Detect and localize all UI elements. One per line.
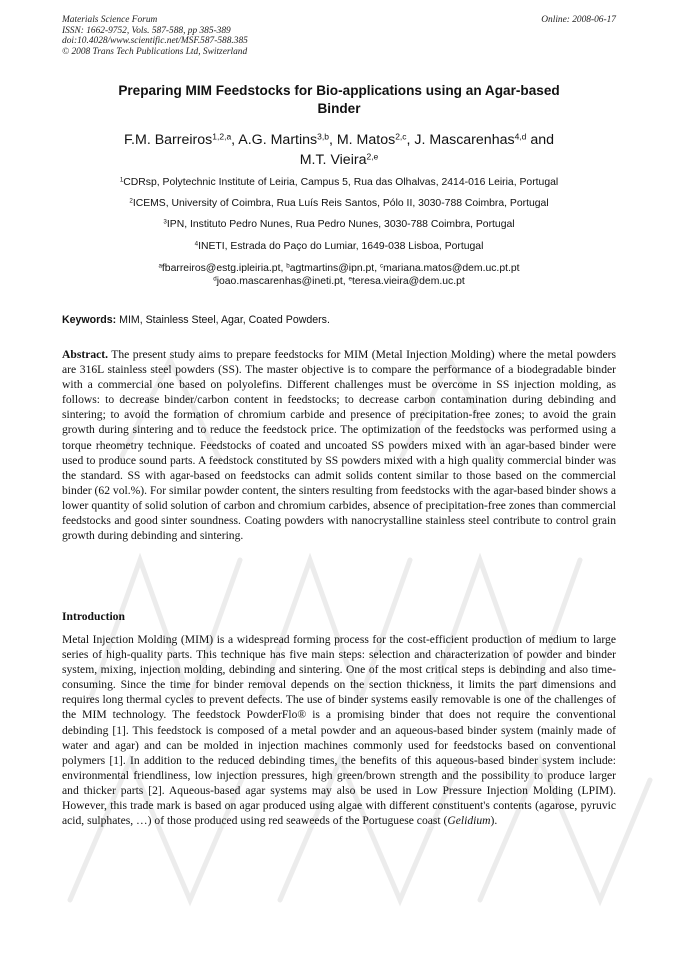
author: J. Mascarenhas$^{4,d}$ and [414,131,555,148]
email-link[interactable]: $^e$teresa.vieira@dem.uc.pt [348,275,465,287]
keywords [62,313,616,327]
affiliation: $^2$ICEMS, University of Coimbra, Rua Luís Reis Santos, Pólo II, 3030-788 Coimbra, Portugal [129,197,549,209]
affiliation: $^3$IPN, Instituto Pedro Nunes, Rua Pedro Nunes, 3030-788 Coimbra, Portugal [163,218,515,230]
doi-line[interactable]: doi:10.4028/www.scientific.net/MSF.587-588.385 [62,36,248,47]
author: M. Matos$^{2,c}$, [336,131,415,148]
introduction-heading: Introduction [62,610,125,623]
email-link[interactable]: $^a$fbarreiros@estg.ipleiria.pt, [158,262,287,274]
author: A.G. Martins$^{3,b}$, [238,131,337,148]
abstract-paragraph [62,347,616,543]
email-link[interactable]: $^b$agtmartins@ipn.pt, [286,262,380,274]
email-link[interactable]: $^d$joao.mascarenhas@ineti.pt, [213,275,349,287]
author: F.M. Barreiros$^{1,2,a}$, [123,131,239,148]
journal-name: Materials Science Forum [62,15,158,25]
affiliation: $^4$INETI, Estrada do Paço do Lumiar, 1649-038 Lisboa, Portugal [194,240,484,252]
issn-line: ISSN: 1662-9752, Vols. 587-588, pp 385-389 [62,25,231,36]
affiliation: $^1$CDRsp, Polytechnic Institute of Leiria, Campus 5, Rua das Olhalvas, 2414-016 Leiria, Portugal [119,176,559,188]
email-list [62,262,616,288]
abstract-label: Abstract. [62,348,109,361]
introduction-paragraph: Metal Injection Molding (MIM) is a widespread forming process for the cost-efficient production of medium to large series of high-quality parts. This technique has five main steps: selection and characterization of powder and binder system, mixing, injection molding, debinding and sintering. One of the most critical steps is debinding and also time-consuming. Since the time for binder removal depends on the section thickness, it limits the part dimensions and requires long thermal cycles to prevent defects. The use of binder systems easily removable is one of the challenges of the MIM technology. The feedstock PowderFlo® is a promising binder that does not require the conventional debinding [1]. This feedstock is composed of a metal powder and an aqueous-based binder system (mainly made of water and agar) and can be molded in injection machines commonly used for feedstocks based on conventional polymers [1]. In addition to the reduced debinding times, the benefits of this aqueous-based binder system include: environmental friendliness, low injection pressures, high green/brown strength and the possibility to produce larger and thicker parts [2]. Aqueous-based agar systems may also be used in Low Pressure Injection Molding (LPIM). However, this trade mark is based on agar produced using algae with different constituent's contents (agarose, pyruvic acid, sulphates, …) of those produced using red seaweeds of the Portuguese coast (Gelidium). [62,633,616,828]
online-date: Online: 2008-06-17 [541,15,616,25]
abstract-text: The present study aims to prepare feedstocks for MIM (Metal Injection Molding) where the metal powders are 316L stainless steel powders (SS). The master objective is to compare the performance of a biodegradable binder with a commercial one based on polyolefins. Different challenges must be overcome in SS injection molding, as follows: to decrease binder/carbon content in feedstocks; to decrease carbon contamination during debinding and sintering; to avoid the formation of chromium carbide and presence of precipitation-free zones; to avoid the grain growth during sintering and to reduce the feedstock price. The optimization of the feedstocks was performed using a torque rheometry technique. Feedstocks of coated and uncoated SS powders mixed with an agar-based binder were used to produce sound parts. A feedstock constituted by SS powders mixed with a high quality commercial binder was the standard. SS with agar-based on feedstocks can admit solids content similar to those based on the commercial binder (62 vol.%). For similar powder content, the sinters resulting from feedstocks with the agar-based binder shows a lower quantity of solid solution of carbon and chromium carbides, absence of precipitation-free zones than commercial feedstocks and good sinter soundness. Coating powders with nanocrystalline stainless steel contribute to control grain growth during debinding and sintering. [62,348,616,543]
email-link[interactable]: $^c$mariana.matos@dem.uc.pt.pt [379,262,520,274]
keywords-text: MIM, Stainless Steel, Agar, Coated Powders. [116,314,330,326]
paper-title: Preparing MIM Feedstocks for Bio-applications using an Agar-based Binder [118,83,560,116]
keywords-label: Keywords: [62,314,117,326]
author-list [62,130,616,170]
author: M.T. Vieira$^{2,e}$ [299,151,379,168]
copyright-line: © 2008 Trans Tech Publications Ltd, Switzerland [62,46,248,57]
species-name: Gelidium [447,814,491,828]
